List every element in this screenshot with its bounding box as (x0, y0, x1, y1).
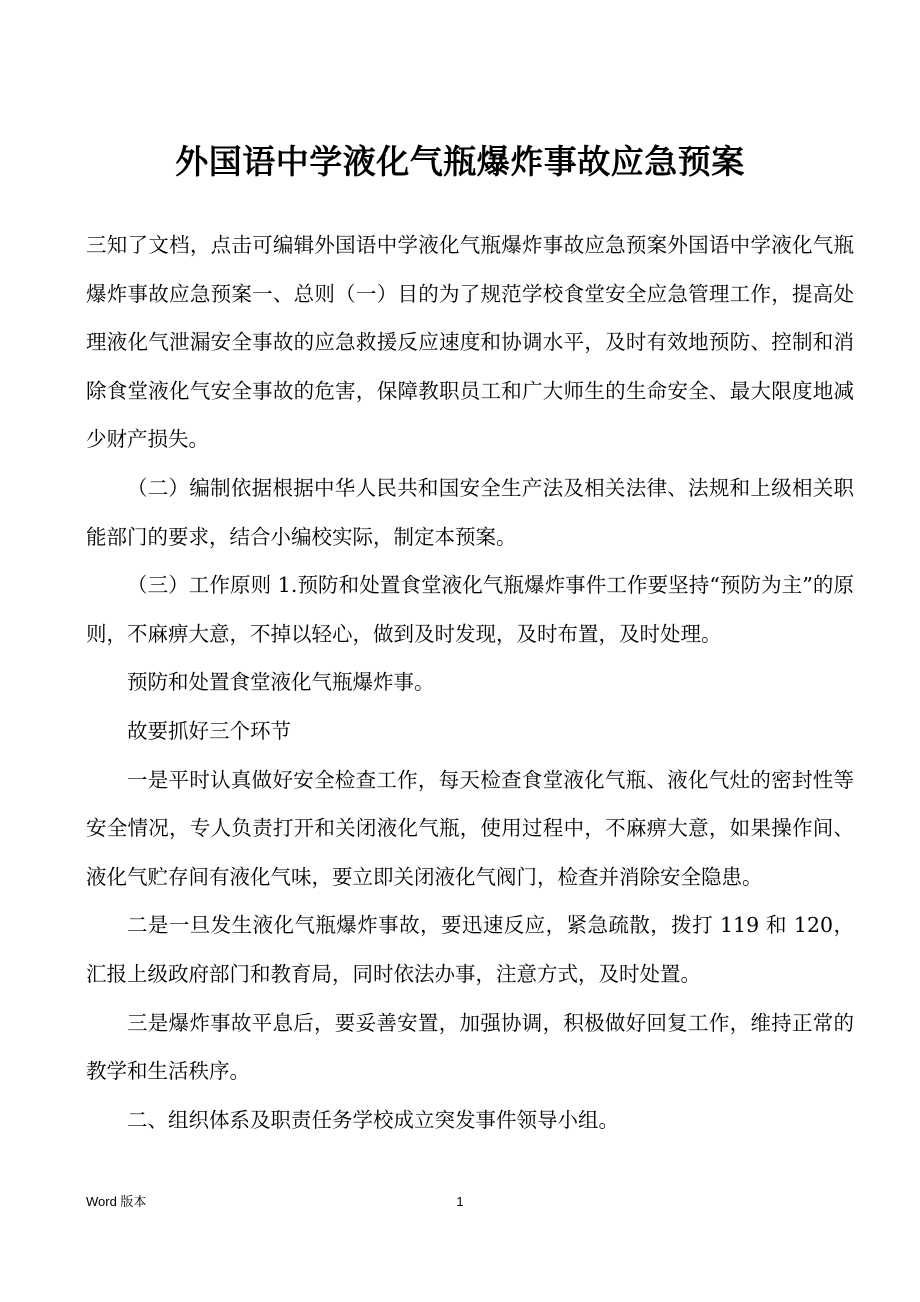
footer-page-number: 1 (456, 1194, 464, 1209)
paragraph-principles: （三）工作原则 1.预防和处置食堂液化气瓶爆炸事件工作要坚持“预防为主”的原则，不麻痹大意，不掉以轻心，做到及时发现，及时布置，及时处理。 (86, 573, 854, 646)
paragraph-three-links: 故要抓好三个环节 (127, 718, 291, 743)
document-body (86, 221, 854, 1144)
document-title: 外国语中学液化气瓶爆炸事故应急预案 (175, 142, 745, 181)
paragraph-prevention: 预防和处置食堂液化气瓶爆炸事。 (127, 670, 435, 695)
paragraph-second-link: 二是一旦发生液化气瓶爆炸事故，要迅速反应，紧急疏散，拨打 119 和 120，汇报上级政府部门和教育局，同时依法办事，注意方式，及时处置。 (86, 913, 854, 986)
paragraph-organization: 二、组织体系及职责任务学校成立突发事件领导小组。 (127, 1107, 619, 1132)
paragraph-basis: （二）编制依据根据中华人民共和国安全生产法及相关法律、法规和上级相关职能部门的要求，结合小编校实际，制定本预案。 (86, 475, 854, 549)
paragraph-first-link: 一是平时认真做好安全检查工作，每天检查食堂液化气瓶、液化气灶的密封性等安全情况，专人负责打开和关闭液化气瓶，使用过程中，不麻痹大意，如果操作间、液化气贮存间有液化气味，要立即关闭液化气阀门，检查并消除安全隐患。 (86, 767, 854, 889)
paragraph-intro: 三知了文档，点击可编辑外国语中学液化气瓶爆炸事故应急预案外国语中学液化气瓶爆炸事故应急预案一、总则（一）目的为了规范学校食堂安全应急管理工作，提高处理液化气泄漏安全事故的应急救援反应速度和协调水平，及时有效地预防、控制和消除食堂液化气安全事故的危害，保障教职员工和广大师生的生命安全、最大限度地减少财产损失。 (86, 233, 854, 452)
footer-version-label: Word 版本 (86, 1194, 147, 1209)
paragraph-third-link: 三是爆炸事故平息后，要妥善安置，加强协调，积极做好回复工作，维持正常的教学和生活秩序。 (86, 1010, 854, 1084)
